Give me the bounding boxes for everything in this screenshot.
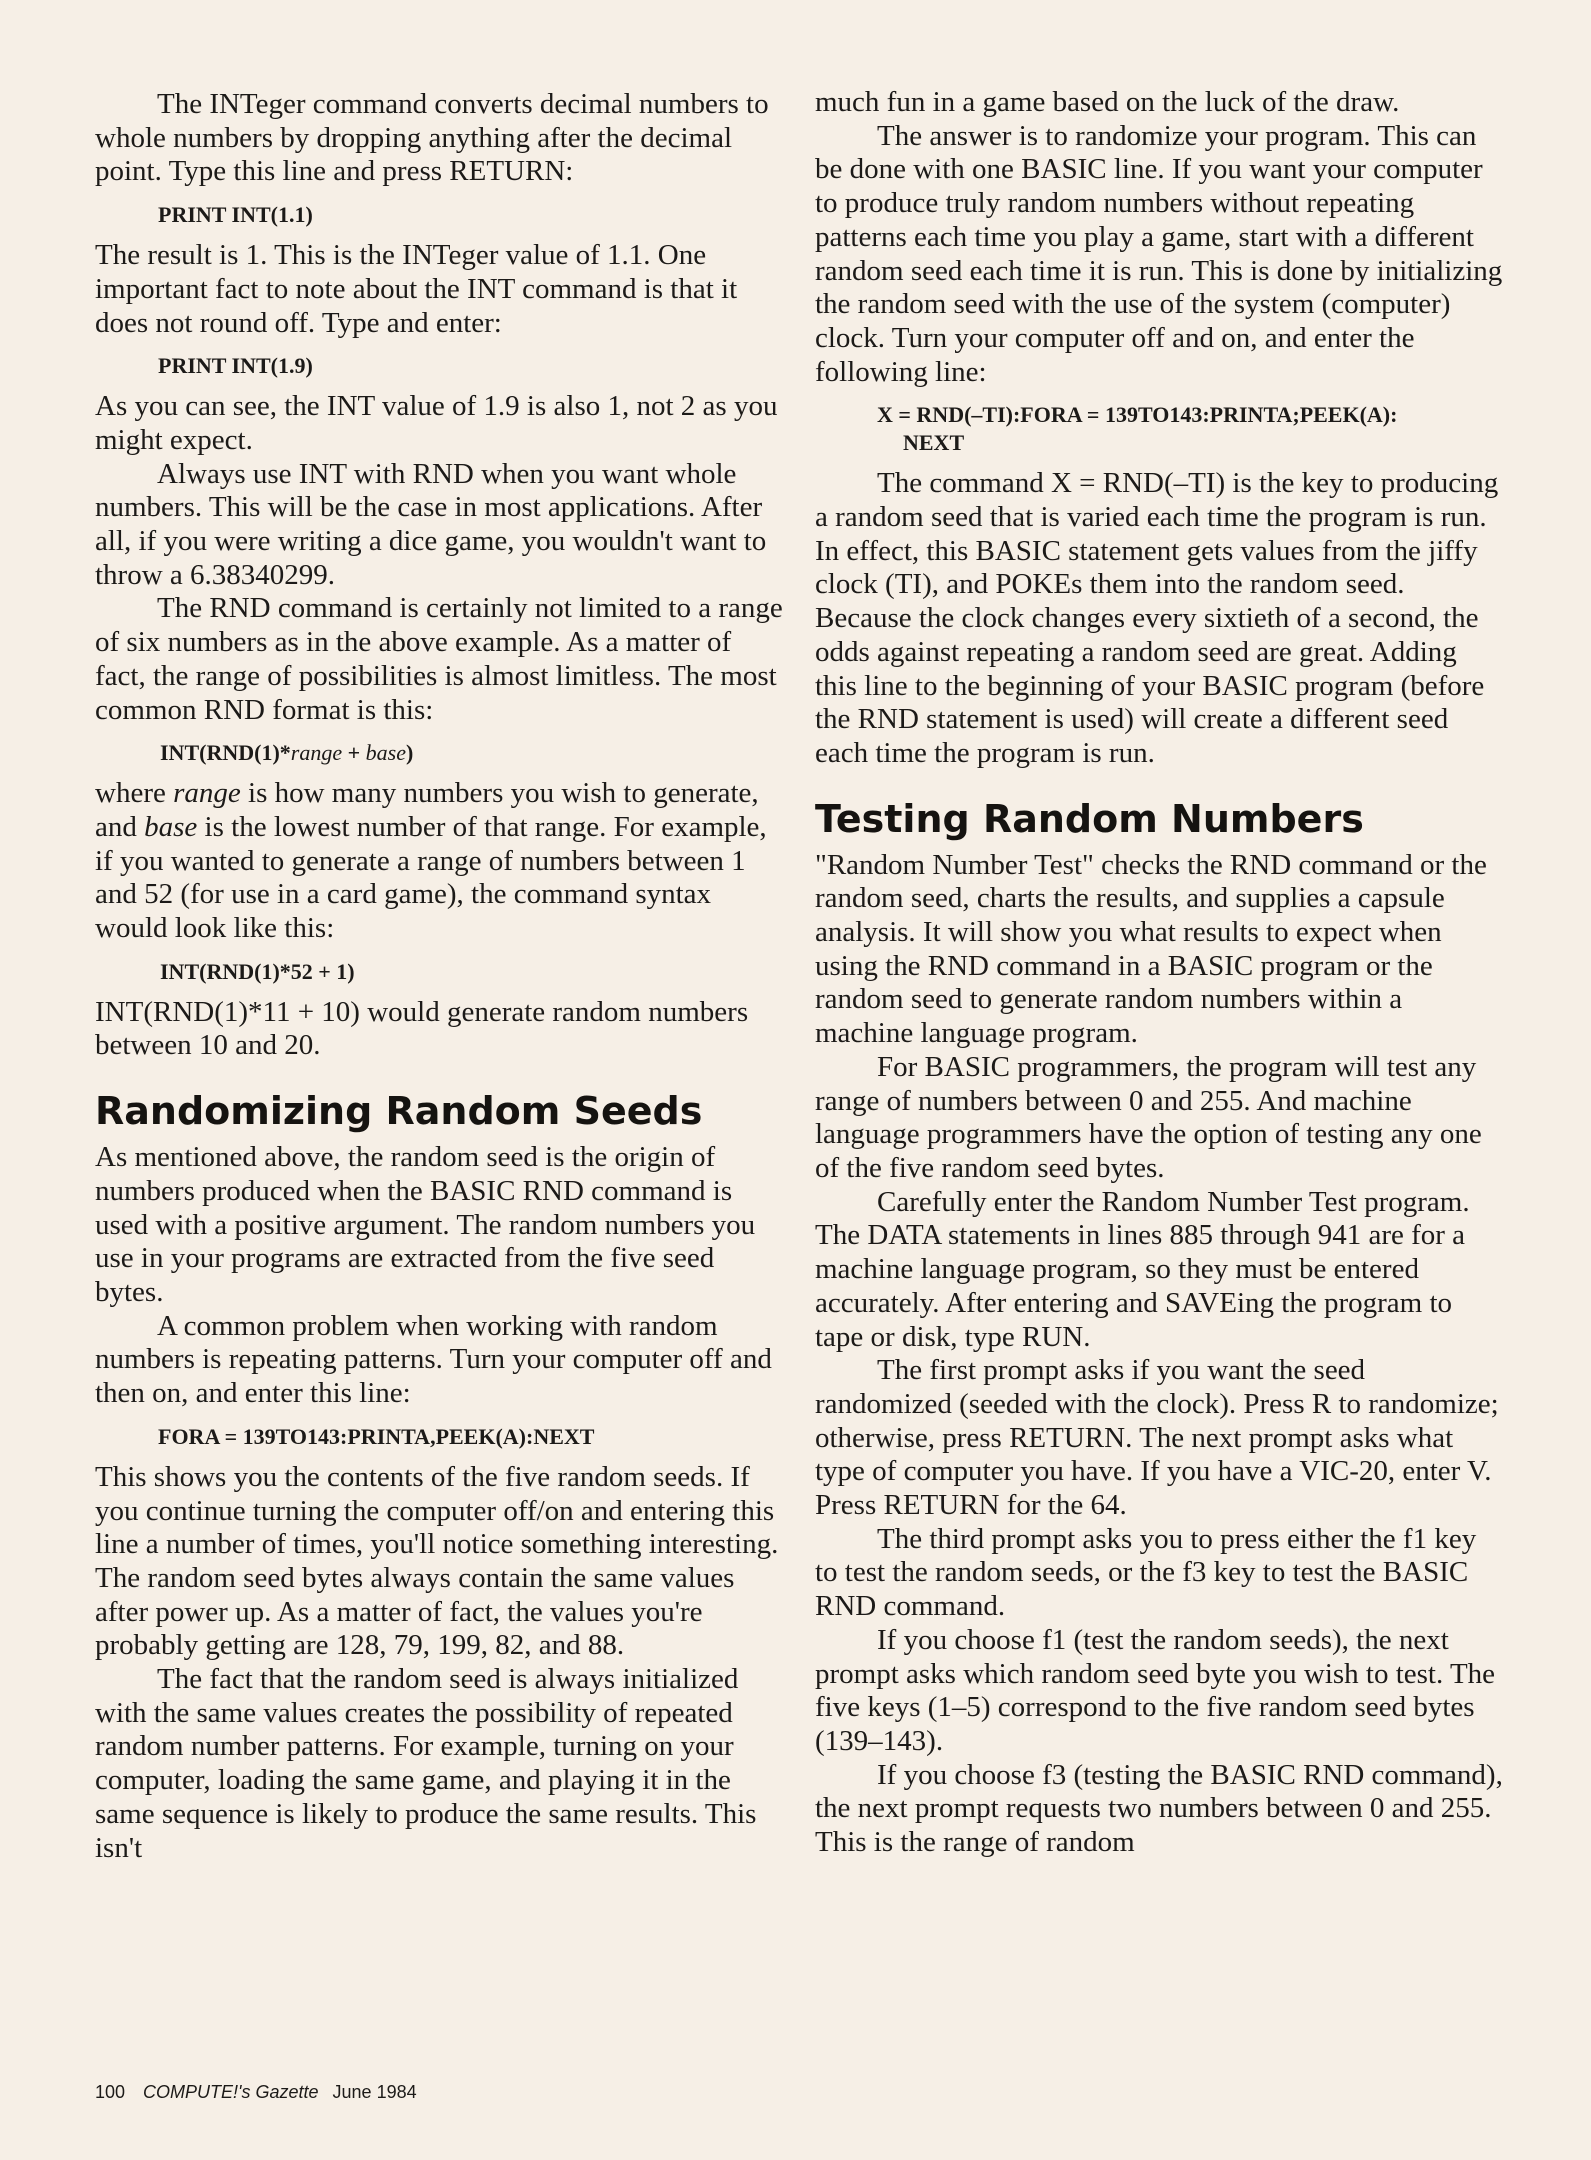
- paragraph: The INTeger command converts decimal numbers to whole numbers by dropping anything after the decimal point. Type this line and press RETURN:: [95, 88, 769, 188]
- section-heading: Testing Random Numbers: [815, 796, 1364, 841]
- code-fragment: +: [342, 740, 366, 766]
- page-number: 100: [95, 2082, 126, 2102]
- paragraph: [95, 777, 785, 946]
- code-fragment: X = RND(–TI):FORA = 139TO143:PRINTA;PEEK(A):: [877, 402, 1398, 428]
- code-fragment: NEXT: [903, 430, 965, 456]
- code-line: PRINT INT(1.9): [158, 353, 313, 379]
- paragraph: The command X = RND(–TI) is the key to producing a random seed that is varied each time the program is run. In effect, this BASIC statement gets values from the jiffy clock (TI), and POKEs them into the random seed. Because the clock changes every sixtieth of a second, the odds against repeating a random seed are great. Adding this line to the beginning of your BASIC program (before the RND statement is used) will create a different seed each time the program is run.: [815, 467, 1499, 769]
- code-line: [95, 739, 785, 767]
- paragraph: A common problem when working with random numbers is repeating patterns. Turn your computer off and then on, and enter this line:: [95, 1309, 772, 1410]
- paragraph: Always use INT with RND when you want whole numbers. This will be the case in most applications. After all, if you were writing a dice game, you wouldn't want to throw a 6.38340299.: [95, 457, 767, 591]
- code-line: FORA = 139TO143:PRINTA,PEEK(A):NEXT: [158, 1423, 595, 1449]
- page-footer: [95, 2082, 417, 2103]
- paragraph: As you can see, the INT value of 1.9 is also 1, not 2 as you might expect.: [95, 390, 778, 456]
- paragraph: much fun in a game based on the luck of the draw.: [815, 86, 1400, 118]
- text-fragment: where: [95, 777, 174, 810]
- italic-term: base: [144, 810, 198, 843]
- right-column: [815, 86, 1505, 1860]
- paragraph: The third prompt asks you to press either the f1 key to test the random seeds, or the f3 key to test the BASIC RND command.: [815, 1522, 1477, 1623]
- section-heading: Randomizing Random Seeds: [95, 1089, 703, 1134]
- paragraph: For BASIC programmers, the program will test any range of numbers between 0 and 255. And machine language programmers have the option of testing any one of the five random seed bytes.: [815, 1050, 1482, 1184]
- code-line: INT(RND(1)*52 + 1): [160, 958, 355, 984]
- code-fragment: INT(RND(1)*: [160, 740, 291, 766]
- issue-date: June 1984: [332, 2082, 417, 2102]
- paragraph: The result is 1. This is the INTeger value of 1.1. One important fact to note about the INT command is that it does not round off. Type and enter:: [95, 239, 738, 339]
- code-variable: base: [365, 740, 406, 766]
- paragraph: The first prompt asks if you want the seed randomized (seeded with the clock). Press R to randomize; otherwise, press RETURN. The next prompt asks what type of computer you have. If you have a VIC-20, enter V. Press RETURN for the 64.: [815, 1354, 1499, 1522]
- paragraph: This shows you the contents of the five random seeds. If you continue turning the computer off/on and entering this line a number of times, you'll notice something interesting. The random seed bytes always contain the same values after power up. As a matter of fact, the values you're probably getting are 128, 79, 199, 82, and 88.: [95, 1460, 779, 1662]
- left-column: [95, 88, 785, 1865]
- code-line: PRINT INT(1.1): [158, 202, 313, 228]
- text-fragment: is how many numbers you wish to generate, and: [95, 777, 759, 843]
- paragraph: INT(RND(1)*11 + 10) would generate random numbers between 10 and 20.: [95, 995, 749, 1062]
- code-variable: range: [290, 740, 343, 766]
- code-line: [815, 401, 1505, 457]
- code-fragment: ): [405, 740, 414, 766]
- paragraph: The answer is to randomize your program. This can be done with one BASIC line. If you want your computer to produce truly random numbers without repeating patterns each time you play a game, start with a different random seed each time it is run. This is done by initializing the random seed with the use of the system (computer) clock. Turn your computer off and on, and enter the following line:: [815, 119, 1503, 388]
- text-fragment: is the lowest number of that range. For example, if you wanted to generate a range of numbers between 1 and 52 (for use in a card game), the command syntax would look like this:: [95, 810, 767, 945]
- paragraph: The fact that the random seed is always initialized with the same values creates the possibility of repeated random number patterns. For example, turning on your computer, loading the same game, and playing it in the same sequence is likely to produce the same results. This isn't: [95, 1663, 757, 1864]
- paragraph: The RND command is certainly not limited to a range of six numbers as in the above example. As a matter of fact, the range of possibilities is almost limitless. The most common RND format is this:: [95, 592, 783, 726]
- paragraph: If you choose f3 (testing the BASIC RND command), the next prompt requests two numbers between 0 and 255. This is the range of random: [815, 1758, 1503, 1859]
- italic-term: range: [173, 777, 241, 810]
- paragraph: If you choose f1 (test the random seeds), the next prompt asks which random seed byte you wish to test. The five keys (1–5) correspond to the five random seed bytes (139–143).: [815, 1623, 1496, 1757]
- paragraph: As mentioned above, the random seed is the origin of numbers produced when the BASIC RND command is used with a positive argument. The random numbers you use in your programs are extracted from the five seed bytes.: [95, 1141, 756, 1308]
- paragraph: "Random Number Test" checks the RND command or the random seed, charts the results, and supplies a capsule analysis. It will show you what results to expect when using the RND command in a BASIC program or the random seed to generate random numbers within a machine language program.: [815, 848, 1487, 1050]
- magazine-title: COMPUTE!'s Gazette: [143, 2082, 319, 2102]
- paragraph: Carefully enter the Random Number Test program. The DATA statements in lines 885 through 941 are for a machine language program, so they must be entered accurately. After entering and SAVEing the program to tape or disk, type RUN.: [815, 1185, 1470, 1353]
